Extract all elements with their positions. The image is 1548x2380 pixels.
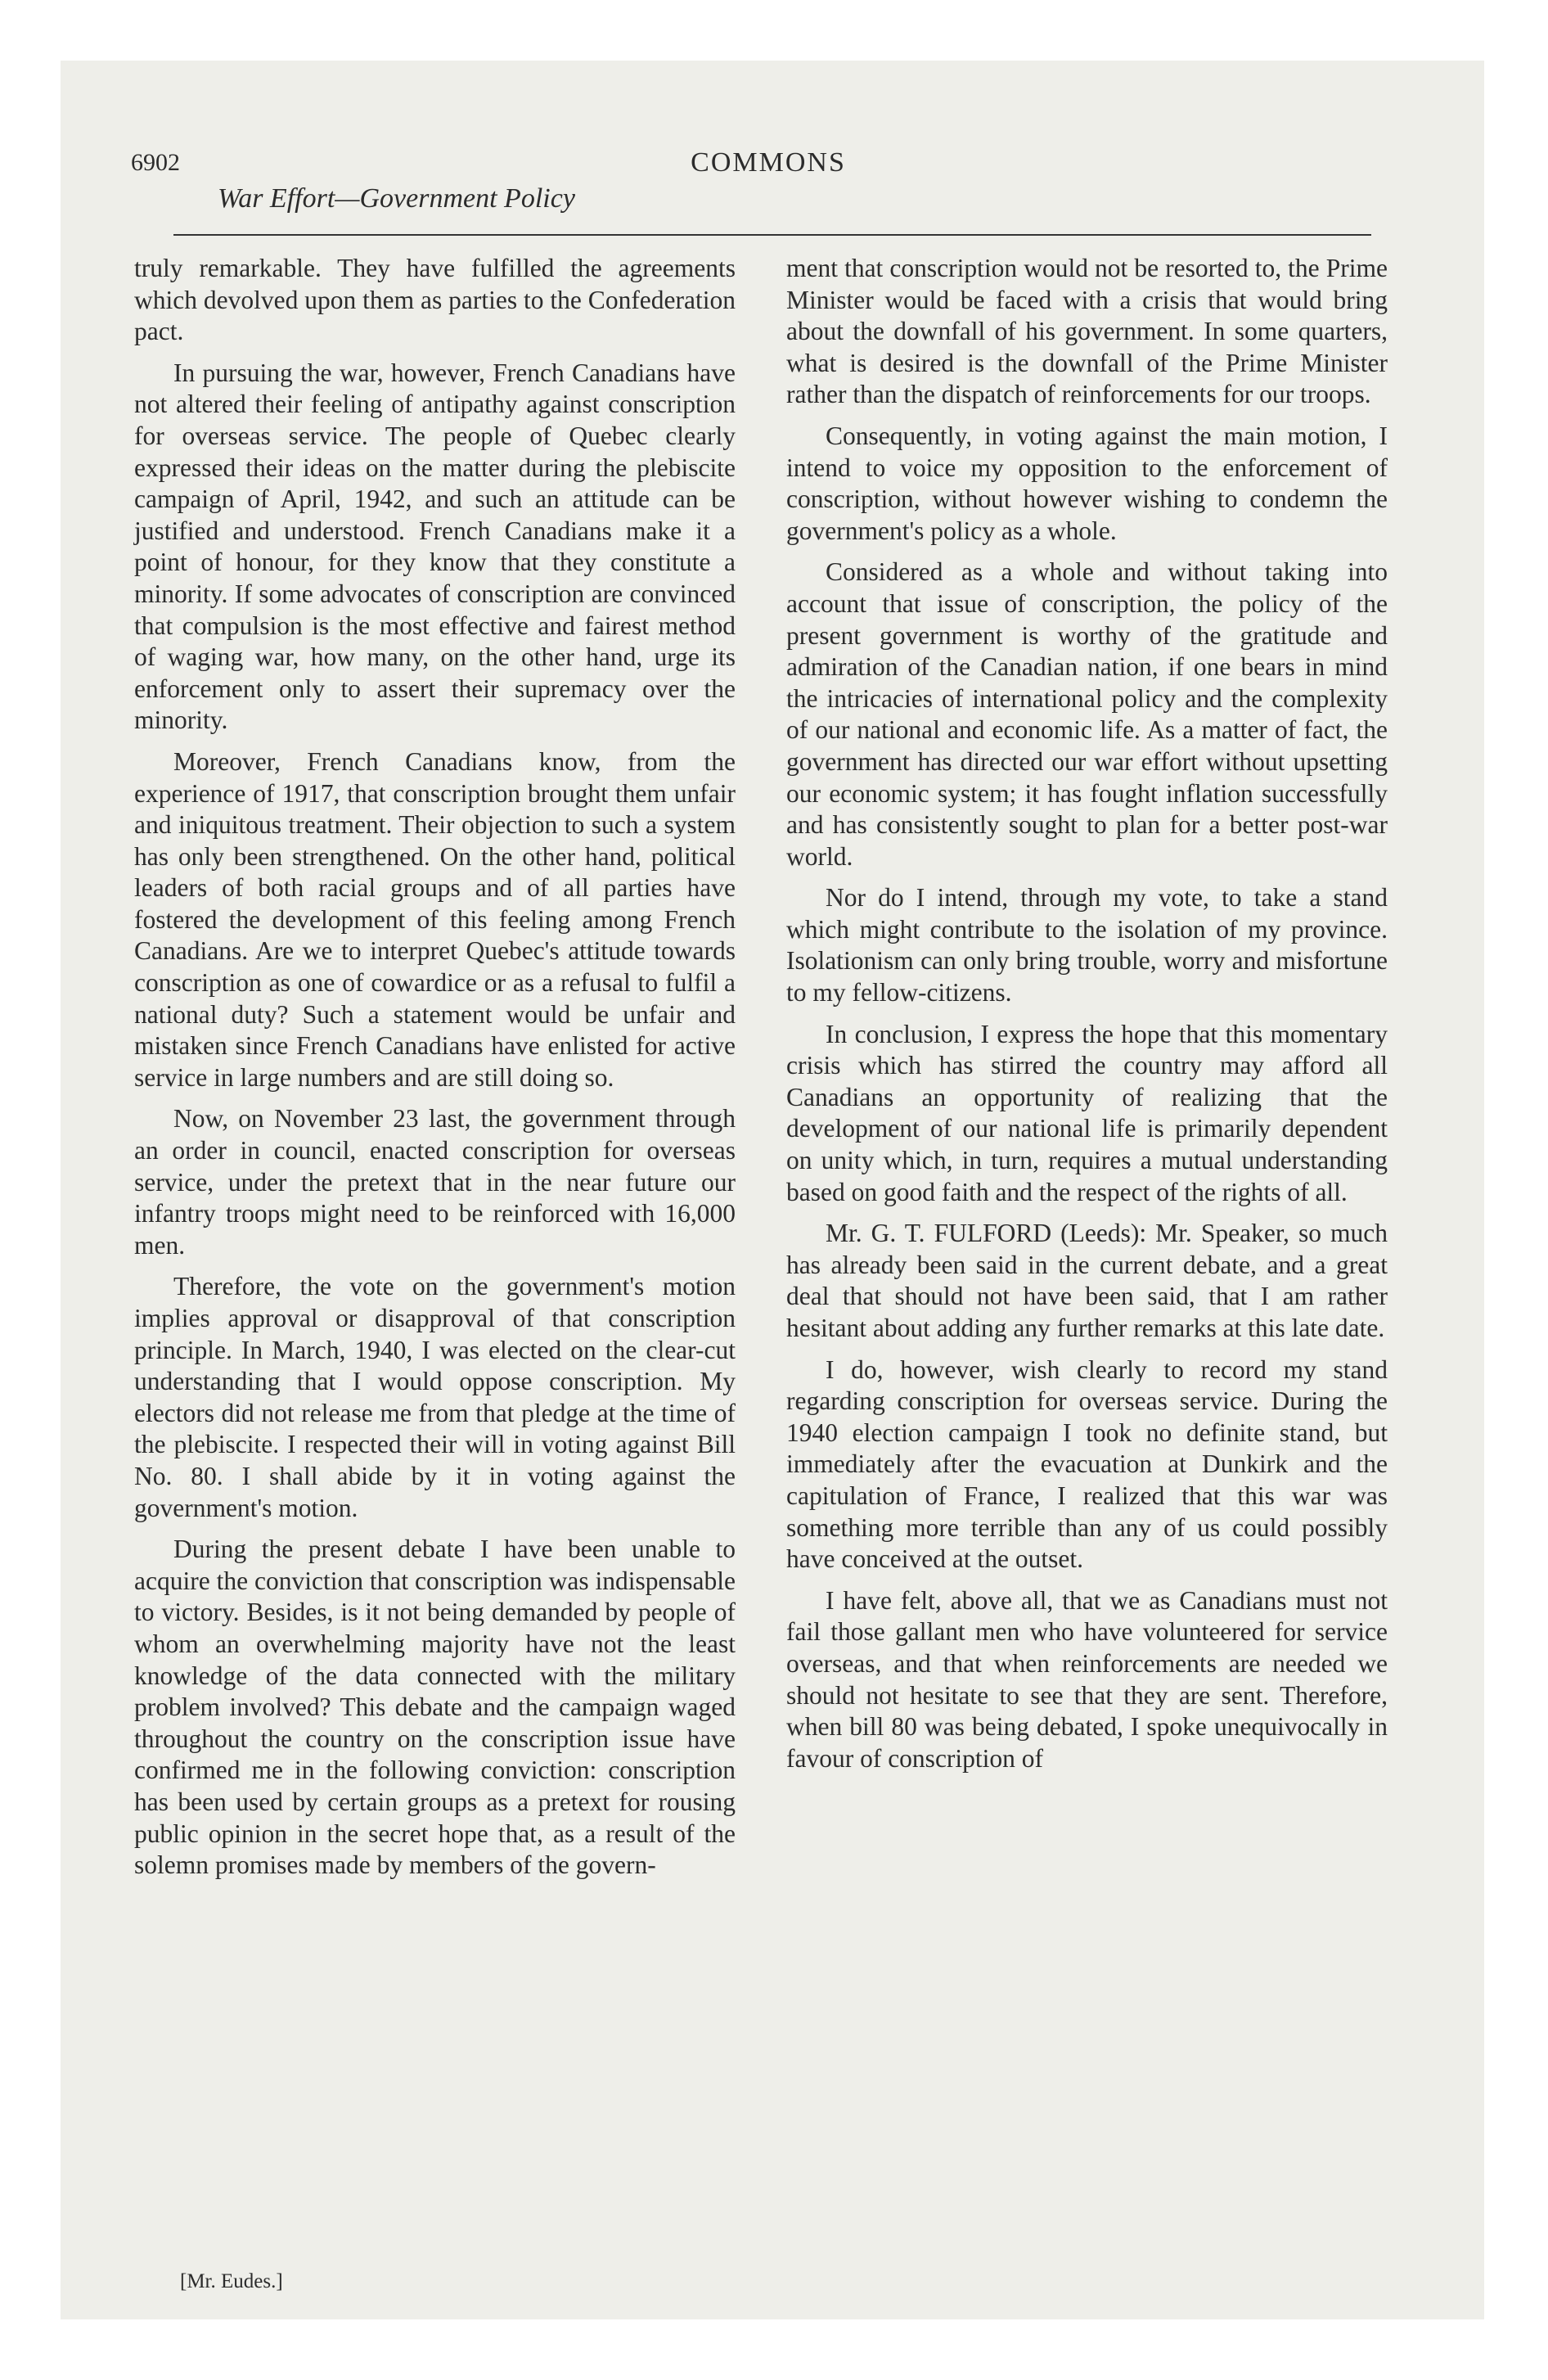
paragraph: truly remarkable. They have fulfilled the agreements which devolved upon them as parties to the Confederation pact. [134,254,736,346]
paragraph: Mr. G. T. FULFORD (Leeds): Mr. Speaker, so much has already been said in the current debate, and a great deal that should not have been said, that I am rather hesitant about adding any further remarks at this late date. [786,1219,1388,1342]
paragraph: ment that conscription would not be resorted to, the Prime Minister would be faced with a crisis that would bring about the downfall of his government. In some quarters, what is desired is the downfall of the Prime Minister rather than the dispatch of reinforcements for our troops. [786,254,1388,409]
page-number: 6902 [131,149,180,176]
header-rule [173,234,1371,236]
speaker-footer: [Mr. Eudes.] [180,2270,283,2292]
running-title: COMMONS [691,147,846,178]
left-column [134,253,736,1891]
paragraph: Considered as a whole and without taking into account that issue of conscription, the policy of the present government is worthy of the gratitude and admiration of the Canadian nation, if one bears in mind the intricacies of international policy and the complexity of our national and economic life. As a matter of fact, the government has directed our war effort without upsetting our economic system; it has fought inflation successfully and has consistently sought to plan for a better post-war world. [786,557,1388,871]
right-column [786,253,1388,1784]
paragraph: Moreover, French Canadians know, from the experience of 1917, that conscription brought them unfair and iniquitous treatment. Their objection to such a system has only been strengthened. On the other hand, political leaders of both racial groups and of all parties have fostered the development of this feeling among French Canadians. Are we to interpret Quebec's attitude towards conscription as one of cowardice or as a refusal to fulfil a national duty? Such a statement would be unfair and mistaken since French Canadians have enlisted for active service in large numbers and are still doing so. [134,746,736,1092]
paragraph: During the present debate I have been unable to acquire the conviction that conscription was indispensable to victory. Besides, is it not being demanded by people of whom an overwhelming majority have not the least knowledge of the data connected with the military problem involved? This debate and the campaign waged throughout the country on the conscription issue have confirmed me in the following conviction: conscription has been used by certain groups as a pretext for rousing public opinion in the secret hope that, as a result of the solemn promises made by members of the govern- [134,1535,736,1880]
paragraph: Therefore, the vote on the government's motion implies approval or disapproval of that conscription principle. In March, 1940, I was elected on the clear-cut understanding that I would oppose conscription. My electors did not release me from that pledge at the time of the plebiscite. I respected their will in voting against Bill No. 80. I shall abide by it in voting against the government's motion. [134,1272,736,1522]
paragraph: I have felt, above all, that we as Canadians must not fail those gallant men who have volunteered for service overseas, and that when reinforcements are needed we should not hesitate to see that they are sent. Therefore, when bill 80 was being debated, I spoke unequivocally in favour of conscription of [786,1585,1388,1773]
page-scan [61,61,1484,2319]
paragraph: Now, on November 23 last, the government through an order in council, enacted conscription for overseas service, under the pretext that in the near future our infantry troops might need to be reinforced with 16,000 men. [134,1104,736,1260]
paragraph: In conclusion, I express the hope that this momentary crisis which has stirred the country may afford all Canadians an opportunity of realizing that the development of our national life is primarily dependent on unity which, in turn, requires a mutual understanding based on good faith and the respect of the rights of all. [786,1019,1388,1206]
paragraph: Nor do I intend, through my vote, to take a stand which might contribute to the isolation of my province. Isolationism can only bring trouble, worry and misfortune to my fellow-citizens. [786,883,1388,1007]
paragraph: I do, however, wish clearly to record my stand regarding conscription for overseas service. During the 1940 election campaign I took no definite stand, but immediately after the evacuation at Dunkirk and the capitulation of France, I realized that this war was something more terrible than any of us could possibly have conceived at the outset. [786,1355,1388,1574]
paragraph: In pursuing the war, however, French Canadians have not altered their feeling of antipathy against conscription for overseas service. The people of Quebec clearly expressed their ideas on the matter during the plebiscite campaign of April, 1942, and such an attitude can be justified and understood. French Canadians make it a point of honour, for they know that they constitute a minority. If some advocates of conscription are convinced that compulsion is the most effective and fairest method of waging war, how many, on the other hand, urge its enforcement only to assert their supremacy over the minority. [134,358,736,735]
paragraph: Consequently, in voting against the main motion, I intend to voice my opposition to the enforcement of conscription, without however wishing to condemn the government's policy as a whole. [786,421,1388,545]
section-subtitle: War Effort—Government Policy [218,183,575,214]
